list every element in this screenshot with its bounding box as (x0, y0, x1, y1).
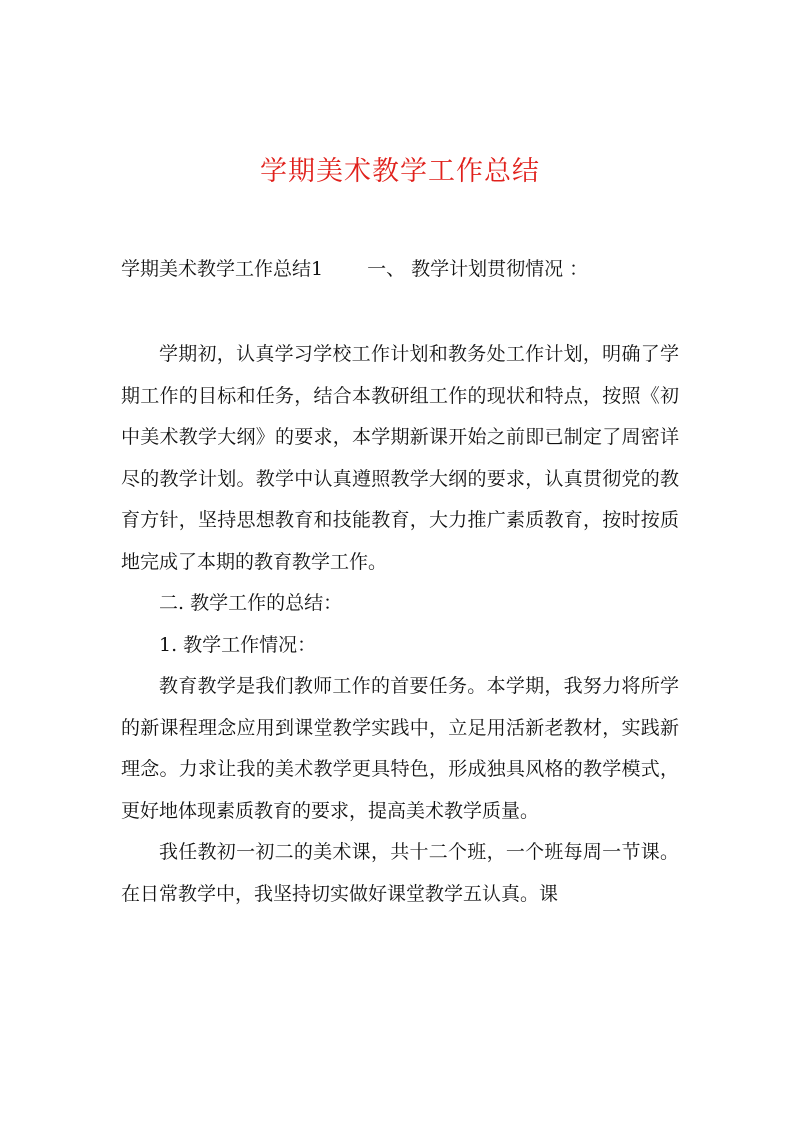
document-title: 学期美术教学工作总结 (260, 156, 540, 187)
paragraph: 教育教学是我们教师工作的首要任务。本学期，我努力将所学的新课程理念应用到课堂教学实践中，立足用活新老教材，实践新理念。力求让我的美术教学更具特色，形成独具风格的教学模式，更好地体现素质教育的要求，提高美术教学质量。 (121, 675, 679, 822)
paragraph: 我任教初一初二的美术课，共十二个班，一个班每周一节课。在日常教学中，我坚持切实做好课堂教学五认真。课 (121, 841, 679, 905)
paragraph: 二. 教学工作的总结： (159, 592, 343, 614)
heading-section-one: 一、 教学计划贯彻情况 ： (367, 258, 589, 280)
section-heading (121, 252, 588, 286)
paragraph: 学期初，认真学习学校工作计划和教务处工作计划，明确了学期工作的目标和任务，结合本教研组工作的现状和特点，按照《初中美术教学大纲》的要求，本学期新课开始之前即已制定了周密详尽的教学计划。教学中认真遵照教学大纲的要求，认真贯彻党的教育方针，坚持思想教育和技能教育，大力推广素质教育，按时按质地完成了本期的教育教学工作。 (121, 343, 679, 573)
heading-summary-label: 学期美术教学工作总结1 (121, 258, 324, 280)
document-body (121, 334, 679, 915)
paragraph: 1. 教学工作情况： (159, 633, 317, 656)
